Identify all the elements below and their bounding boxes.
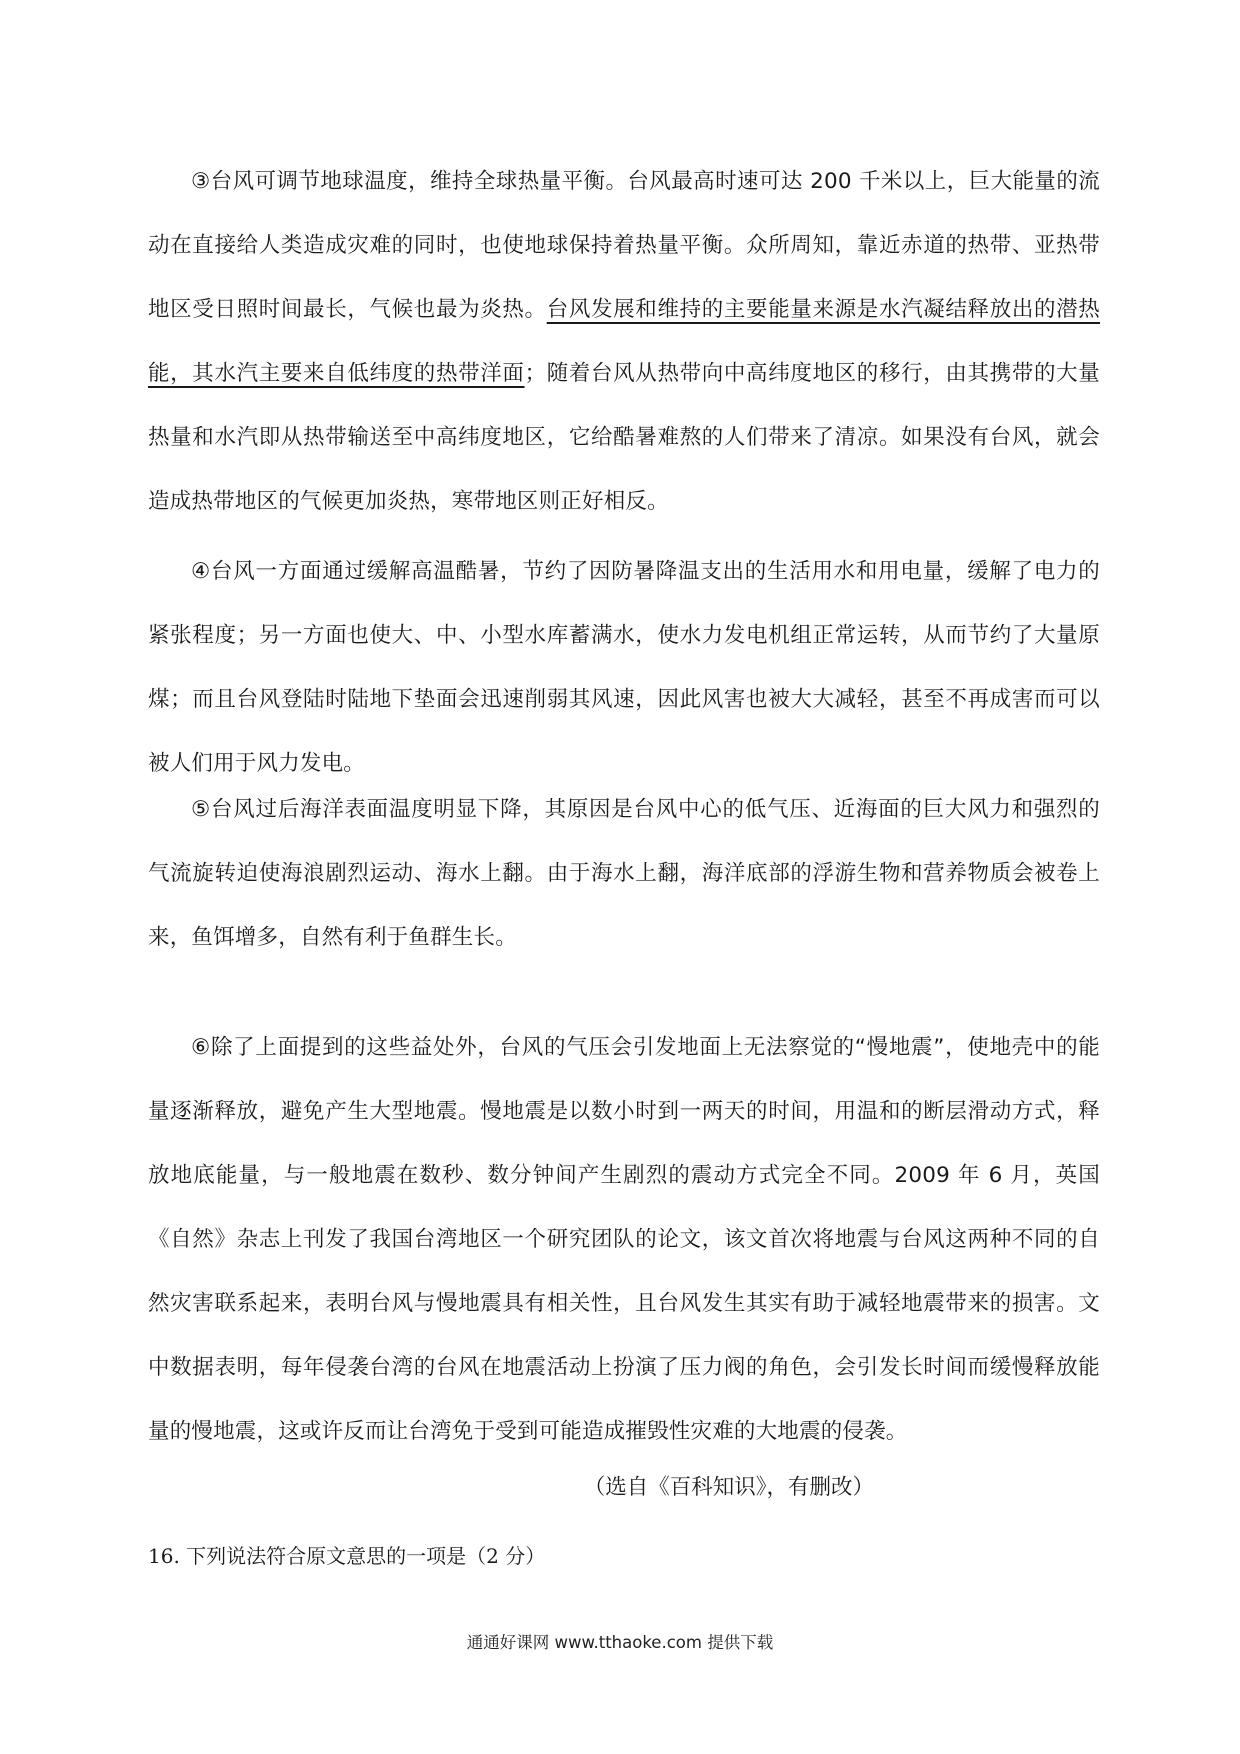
question-16: 16. 下列说法符合原文意思的一项是（2 分） (148, 1544, 546, 1568)
page-footer: 通通好课网 www.tthaoke.com 提供下载 (466, 1633, 774, 1652)
paragraph-3 (148, 150, 1100, 534)
paragraph-6: ⑥除了上面提到的这些益处外，台风的气压会引发地面上无法察觉的“慢地震”，使地壳中的能量逐渐释放，避免产生大型地震。慢地震是以数小时到一两天的时间，用温和的断层滑动方式，释放地底能量，与一般地震在数秒、数分钟间产生剧烈的震动方式完全不同。2009 年 6 月，英国《自然》杂志上刊发了我国台湾地区一个研究团队的论文，该文首次将地震与台风这两种不同的自然灾害联系起来，表明台风与慢地震具有相关性，且台风发生其实有助于减轻地震带来的损害。文中数据表明，每年侵袭台湾的台风在地震活动上扮演了压力阀的角色，会引发长时间而缓慢释放能量的慢地震，这或许反而让台湾免于受到可能造成摧毁性灾难的大地震的侵袭。 (148, 1035, 1100, 1444)
paragraph-3-text-start: ③台风可调节地球温度，维持全球热量平衡。台风最高时速可达 200 千米以上，巨大能量的流动在直接给人类造成灾难的同时，也使地球保持着热量平衡。众所周知，靠近赤道的热带、亚热带地区受日照时间最长，气候也最为炎热。 (148, 169, 1100, 322)
paragraph-5: ⑤台风过后海洋表面温度明显下降，其原因是台风中心的低气压、近海面的巨大风力和强烈的气流旋转迫使海浪剧烈运动、海水上翻。由于海水上翻，海洋底部的浮游生物和营养物质会被卷上来，鱼饵增多，自然有利于鱼群生长。 (148, 797, 1100, 950)
paragraph-4: ④台风一方面通过缓解高温酷暑，节约了因防暑降温支出的生活用水和用电量，缓解了电力的紧张程度；另一方面也使大、中、小型水库蓄满水，使水力发电机组正常运转，从而节约了大量原煤；而且台风登陆时陆地下垫面会迅速削弱其风速，因此风害也被大大减轻，甚至不再成害而可以被人们用于风力发电。 (148, 559, 1100, 776)
paragraph-3-text-end: ；随着台风从热带向中高纬度地区的移行，由其携带的大量热量和水汽即从热带输送至中高纬度地区，它给酷暑难熬的人们带来了清凉。如果没有台风，就会造成热带地区的气候更加炎热，寒带地区则正好相反。 (148, 361, 1101, 514)
underlined-sentence: 台风发展和维持的主要能量来源是水汽凝结释放出的潜热能，其水汽主要来自低纬度的热带洋面 (148, 297, 1100, 386)
source-citation: （选自《百科知识》，有删改） (583, 1475, 874, 1500)
